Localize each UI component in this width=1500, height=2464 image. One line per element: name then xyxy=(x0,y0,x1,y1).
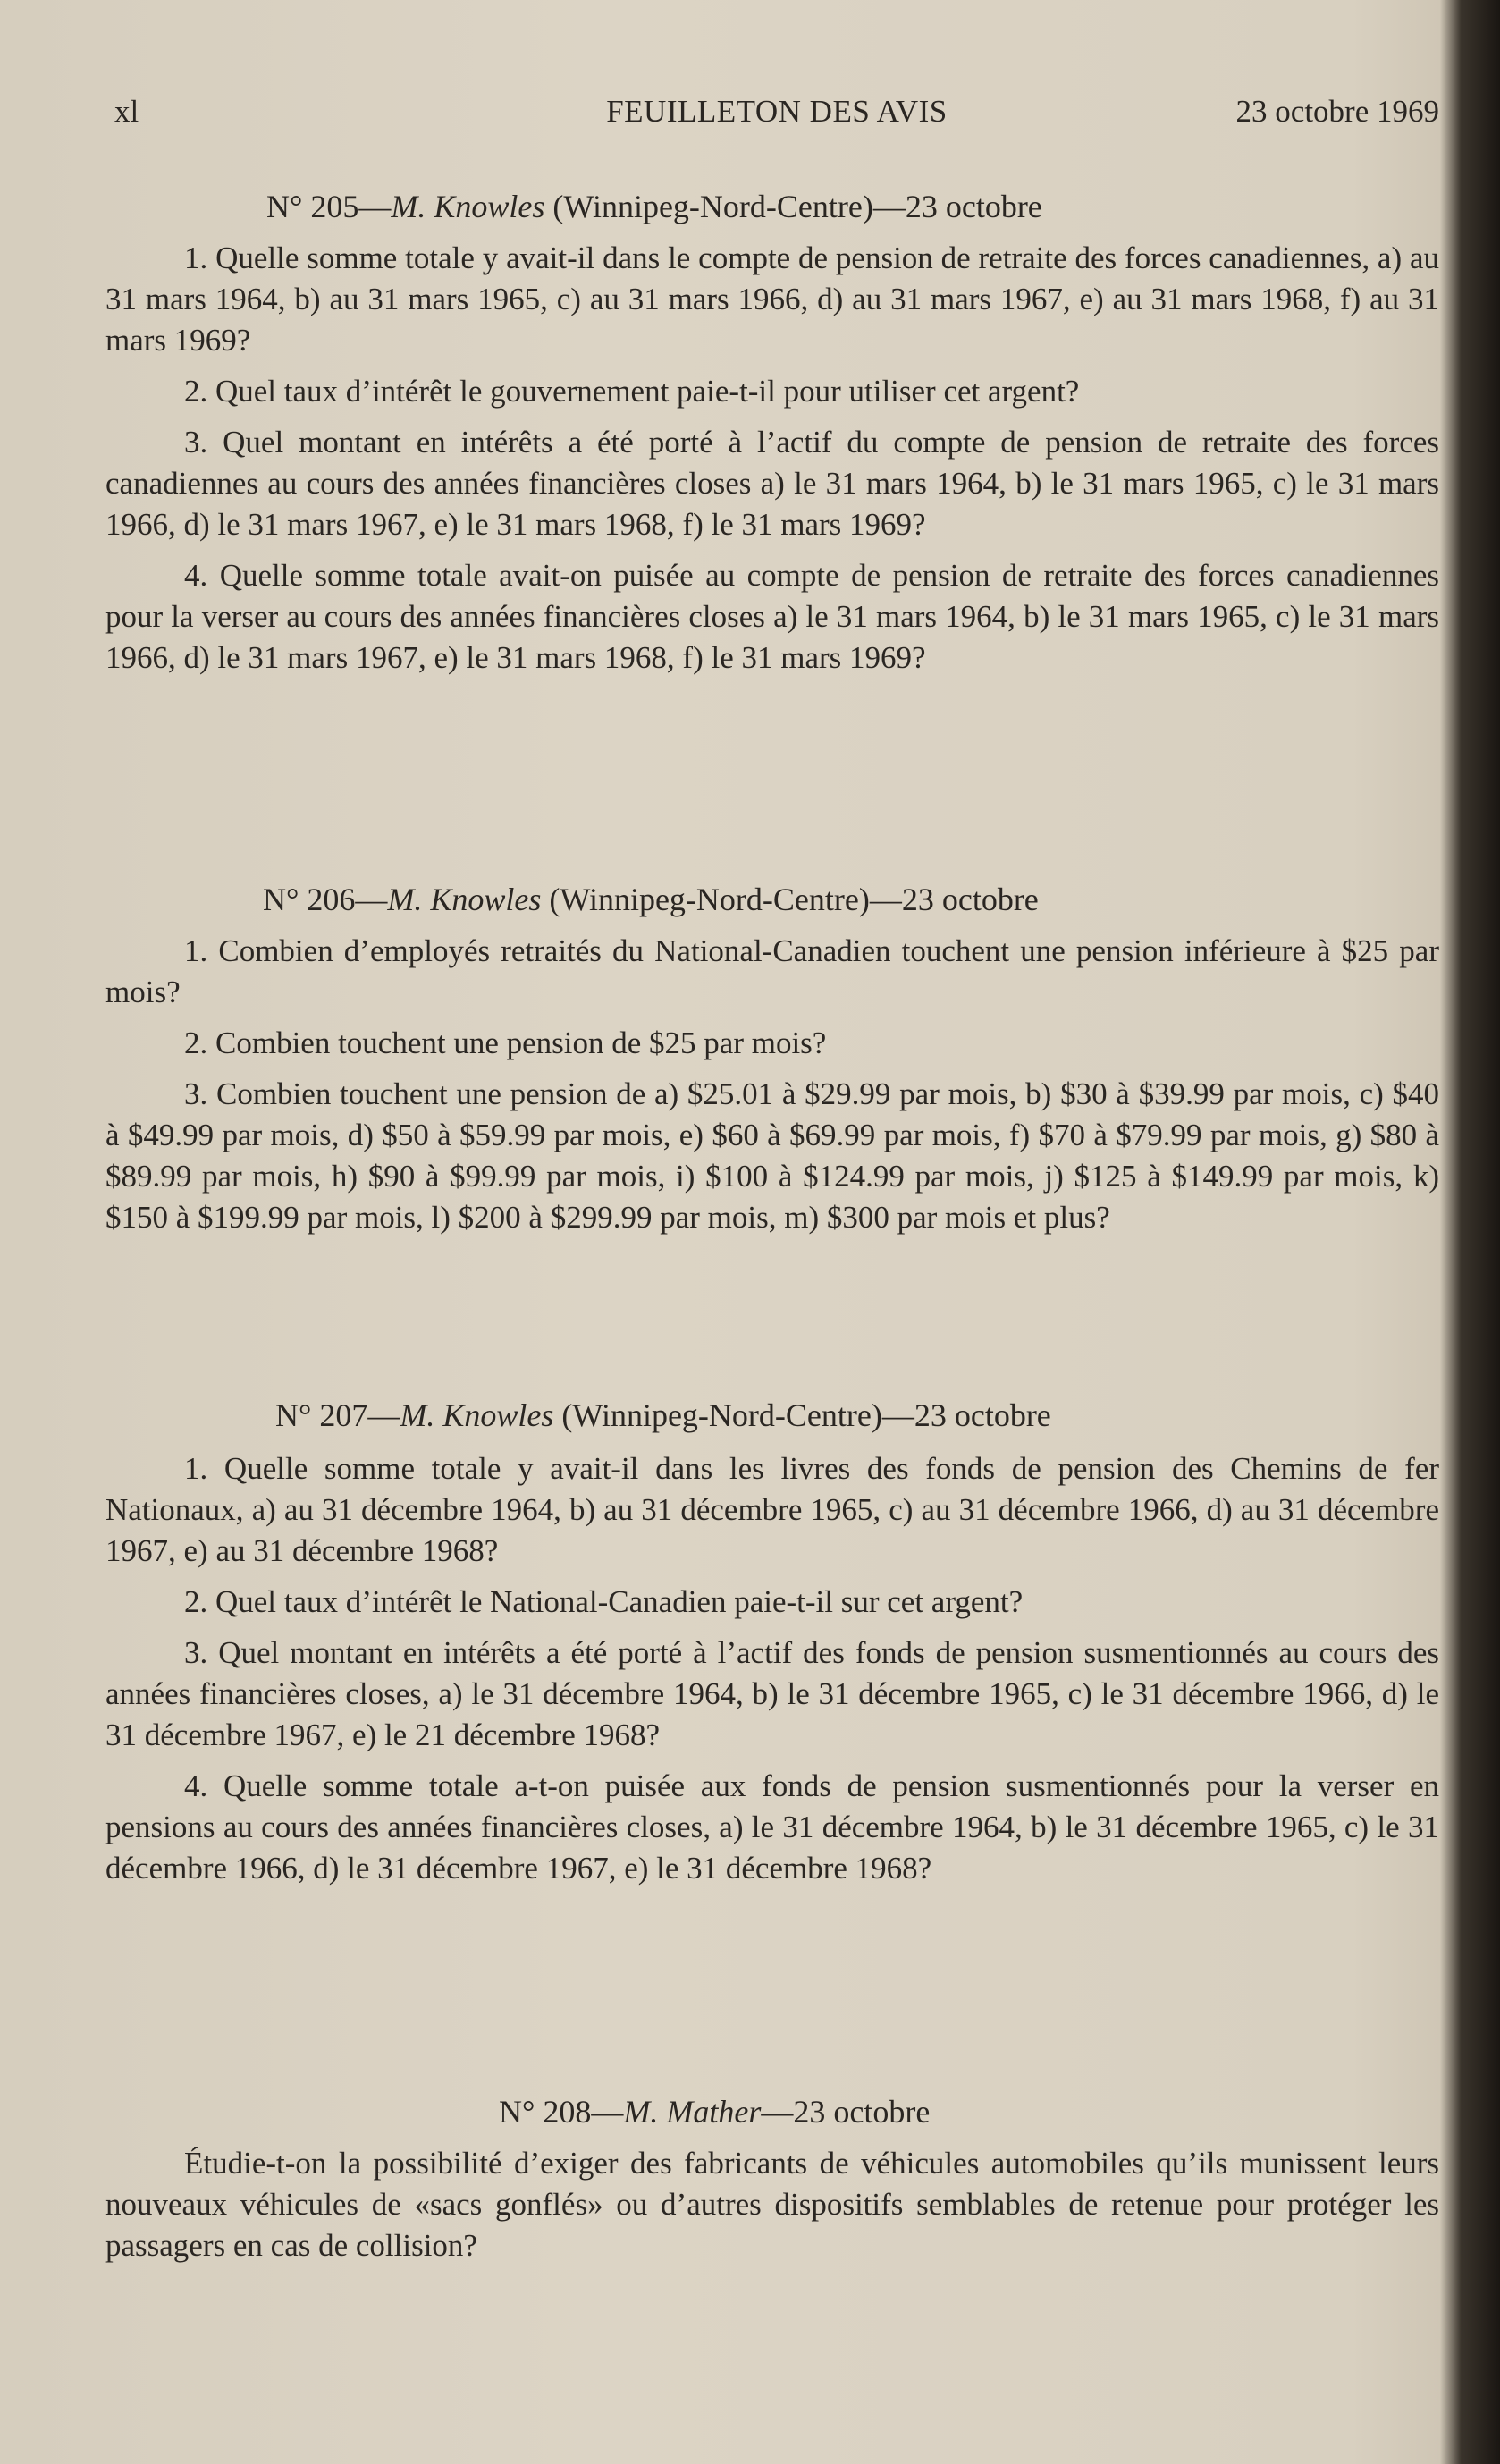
question-206-heading xyxy=(263,879,1039,920)
page-number: xl xyxy=(114,94,139,129)
paragraph: 1. Combien d’employés retraités du National-Canadien touchent une pension inférieure à $25 par mois? xyxy=(105,933,1439,1009)
question-number: N° 207— xyxy=(275,1397,400,1433)
question-heading-rest: —23 octobre xyxy=(761,2094,931,2130)
paragraph: 3. Quel montant en intérêts a été porté à l’actif du compte de pension de retraite des forces canadiennes au cours des années financières closes a) le 31 mars 1964, b) le 31 mars 1965, c) le 31 mars 1966, d) le 31 mars 1967, e) le 31 mars 1968, f) le 31 mars 1969? xyxy=(105,425,1439,542)
question-205-body xyxy=(105,238,1439,688)
publication-date: 23 octobre 1969 xyxy=(1235,94,1439,129)
question-207-heading xyxy=(275,1395,1051,1436)
paragraph: 3. Combien touchent une pension de a) $25.01 à $29.99 par mois, b) $30 à $39.99 par mois, c) $40 à $49.99 par mois, d) $50 à $59.99 par mois, e) $60 à $69.99 par mois, f) $70 à $79.99 par mois, g) $80 à $89.99 par mois, h) $90 à $99.99 par mois, i) $100 à $124.99 par mois, j) $125 à $149.99 par mois, k) $150 à $199.99 par mois, l) $200 à $299.99 par mois, m) $300 par mois et plus? xyxy=(105,1076,1439,1235)
question-207-body xyxy=(105,1448,1439,1899)
paragraph: 2. Quel taux d’intérêt le National-Canadien paie-t-il sur cet argent? xyxy=(184,1584,1024,1619)
paragraph: 4. Quelle somme totale avait-on puisée au compte de pension de retraite des forces canadiennes pour la verser au cours des années financières closes a) le 31 mars 1964, b) le 31 mars 1965, c) le 31 mars 1966, d) le 31 mars 1967, e) le 31 mars 1968, f) le 31 mars 1969? xyxy=(105,558,1439,675)
question-heading-rest: (Winnipeg-Nord-Centre)—23 octobre xyxy=(544,189,1042,224)
paragraph: 1. Quelle somme totale y avait-il dans les livres des fonds de pension des Chemins de fer Nationaux, a) au 31 décembre 1964, b) au 31 décembre 1965, c) au 31 décembre 1966, d) au 31 décembre 1967, e) au 31 décembre 1968? xyxy=(105,1451,1439,1568)
question-author: M. Knowles xyxy=(400,1397,554,1433)
page-header xyxy=(114,89,1439,134)
question-author: M. Knowles xyxy=(387,882,542,917)
paragraph: 4. Quelle somme totale a-t-on puisée aux fonds de pension susmentionnés pour la verser en pensions au cours des années financières closes, a) le 31 décembre 1964, b) le 31 décembre 1965, c) le 31 décembre 1966, d) le 31 décembre 1967, e) le 31 décembre 1968? xyxy=(105,1768,1439,1886)
question-number: N° 206— xyxy=(263,882,388,917)
paragraph: 1. Quelle somme totale y avait-il dans le compte de pension de retraite des forces canadiennes, a) au 31 mars 1964, b) au 31 mars 1965, c) au 31 mars 1966, d) au 31 mars 1967, e) au 31 mars 1968, f) au 31 mars 1969? xyxy=(105,240,1439,358)
publication-title: FEUILLETON DES AVIS xyxy=(606,94,948,129)
question-heading-rest: (Winnipeg-Nord-Centre)—23 octobre xyxy=(541,882,1039,917)
paragraph: 3. Quel montant en intérêts a été porté à l’actif des fonds de pension susmentionnés au cours des années financières closes, a) le 31 décembre 1964, b) le 31 décembre 1965, c) le 31 décembre 1966, d) le 31 décembre 1967, e) le 21 décembre 1968? xyxy=(105,1635,1439,1752)
question-208-heading xyxy=(499,2091,930,2132)
question-number: N° 208— xyxy=(499,2094,624,2130)
question-heading-rest: (Winnipeg-Nord-Centre)—23 octobre xyxy=(553,1397,1051,1433)
question-author: M. Knowles xyxy=(391,189,545,224)
question-208-body xyxy=(105,2143,1439,2276)
question-number: N° 205— xyxy=(266,189,392,224)
question-206-body xyxy=(105,931,1439,1248)
question-author: M. Mather xyxy=(623,2094,762,2130)
paragraph: Étudie-t-on la possibilité d’exiger des fabricants de véhicules automobiles qu’ils munissent leurs nouveaux véhicules de «sacs gonflés» ou d’autres dispositifs semblables de retenue pour protéger les passagers en cas de collision? xyxy=(105,2146,1439,2263)
paragraph: 2. Quel taux d’intérêt le gouvernement paie-t-il pour utiliser cet argent? xyxy=(184,374,1080,409)
question-205-heading xyxy=(266,186,1042,227)
paragraph: 2. Combien touchent une pension de $25 par mois? xyxy=(184,1025,827,1060)
